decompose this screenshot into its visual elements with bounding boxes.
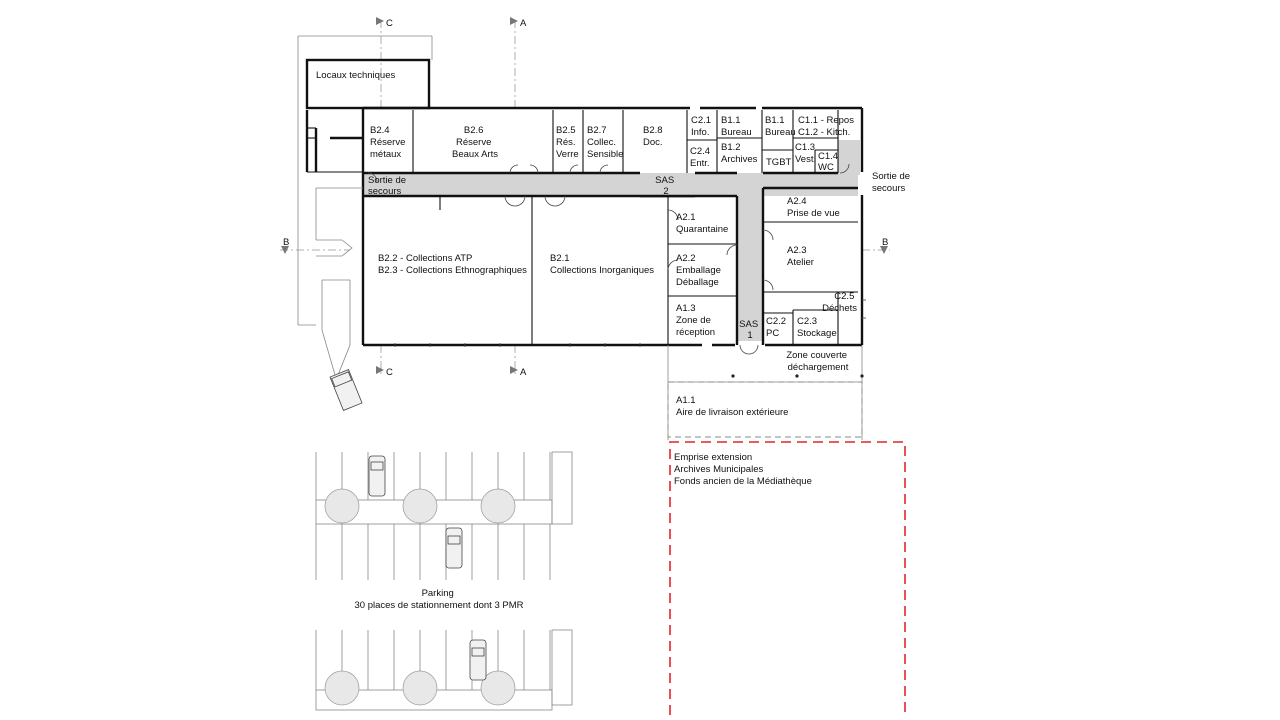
ramp (316, 188, 363, 380)
room-b26-label (452, 125, 498, 160)
room-a23-label (787, 245, 814, 268)
car-icons (369, 456, 486, 680)
room-b25-name-2: Verre (556, 149, 579, 160)
section-mark-b-right: B (882, 237, 889, 248)
room-c24-label (690, 146, 713, 169)
room-a21-name: Quarantaine (676, 224, 729, 235)
exit-right-line-1: Sortie de (872, 171, 911, 182)
extension-line-2: Archives Municipales (674, 464, 764, 475)
room-b11b-name: Bureau (765, 127, 796, 138)
room-a22-name-1: Emballage (676, 265, 721, 276)
room-b25-label (556, 125, 579, 160)
tree-icon (403, 489, 437, 523)
room-c23-code: C2.3 (797, 316, 818, 327)
car-icon (446, 528, 462, 568)
tree-icon (481, 489, 515, 523)
room-a24-label (787, 196, 840, 219)
room-b21-code: B2.1 (550, 253, 570, 264)
room-b26-name-1: Réserve (455, 137, 492, 148)
tree-icons (325, 489, 515, 705)
room-sas2-name: SAS (655, 175, 675, 186)
room-b11a-name: Bureau (721, 127, 752, 138)
room-b21-name: Collections Inorganiques (550, 265, 655, 276)
room-b12-code: B1.2 (721, 142, 741, 153)
room-c13-label (795, 142, 818, 165)
room-b28-code: B2.8 (643, 125, 663, 136)
parking-label (355, 588, 524, 611)
tree-icon (325, 489, 359, 523)
car-icon (470, 640, 486, 680)
locaux-techniques-label: Locaux techniques (316, 70, 396, 81)
exit-right-line-2: secours (872, 183, 906, 194)
room-tgbt-label: TGBT (766, 157, 792, 168)
room-b28-label (643, 125, 665, 148)
room-c23-name: Stockage (797, 328, 837, 339)
room-c22-code: C2.2 (766, 316, 787, 327)
room-b22-label (378, 253, 527, 276)
room-b25-name-1: Rés. (556, 137, 576, 148)
section-mark-c-bottom: C (386, 367, 393, 378)
room-b21-label (550, 253, 654, 276)
room-c11-label: C1.1 - Repos (798, 115, 854, 126)
room-a22-code: A2.2 (676, 253, 696, 264)
room-c23-label (797, 316, 837, 339)
room-b24-name-2: métaux (370, 149, 402, 160)
room-b24-name-1: Réserve (370, 137, 406, 148)
extension-label (674, 452, 812, 487)
room-a21-label (676, 212, 728, 235)
covered-zone-label (786, 350, 849, 373)
room-c25-label (822, 291, 857, 314)
extension-line-3: Fonds ancien de la Médiathèque (674, 476, 812, 487)
room-a13-code: A1.3 (676, 303, 696, 314)
car-icon (369, 456, 385, 496)
room-b11a-code: B1.1 (721, 115, 741, 126)
room-b26-code: B2.6 (463, 125, 484, 136)
room-c21-label (691, 115, 714, 138)
room-b11b-code: B1.1 (765, 115, 785, 126)
room-a24-name: Prise de vue (787, 208, 840, 219)
room-b11a-label (721, 115, 752, 138)
window-ticks (395, 300, 866, 347)
room-a22-name-2: Déballage (676, 277, 719, 288)
room-a24-code: A2.4 (787, 196, 807, 207)
section-mark-a-top: A (520, 18, 527, 29)
section-mark-c-top: C (386, 18, 393, 29)
room-sas1-number: 1 (747, 330, 753, 341)
room-a21-code: A2.1 (676, 212, 696, 223)
room-b25-code: B2.5 (556, 125, 576, 136)
corridors (363, 140, 860, 341)
room-a13-name-1: Zone de (676, 315, 711, 326)
tree-icon (403, 671, 437, 705)
room-a22-label (676, 253, 724, 288)
room-c14-name: WC (818, 162, 834, 173)
room-a23-name: Atelier (787, 257, 814, 268)
room-c21-name: Info. (691, 127, 710, 138)
covered-zone-line-1: Zone couverte (786, 350, 848, 361)
room-b26-name-2: Beaux Arts (452, 149, 498, 160)
parking-layout (316, 452, 572, 710)
room-b27-name-2: Sensible (587, 149, 624, 160)
exit-left-line-2: secours (368, 186, 402, 197)
room-b24-code: B2.4 (370, 125, 390, 136)
extension-line-1: Emprise extension (674, 452, 753, 463)
annex-walls (307, 110, 363, 172)
room-c24-code: C2.4 (690, 146, 711, 157)
covered-zone-line-2: déchargement (787, 362, 849, 373)
room-c25-code: C2.5 (834, 291, 855, 302)
room-c25-name: Déchets (822, 303, 857, 314)
room-sas2-number: 2 (663, 186, 669, 197)
room-a11-label (676, 395, 788, 418)
room-a13-name-2: réception (676, 327, 716, 338)
room-c21-code: C2.1 (691, 115, 712, 126)
room-c22-name: PC (766, 328, 780, 339)
room-a13-label (676, 303, 715, 338)
tree-icon (325, 671, 359, 705)
room-c14-label (818, 151, 841, 173)
room-b12-label (721, 142, 758, 165)
room-a11-code: A1.1 (676, 395, 696, 406)
room-b22-line-2: B2.3 - Collections Ethnographiques (378, 265, 527, 276)
locaux-techniques-room (307, 60, 429, 108)
room-c14-code: C1.4 (818, 151, 839, 162)
room-c12-label: C1.2 - Kitch. (798, 127, 851, 138)
room-a11-name: Aire de livraison extérieure (676, 407, 789, 418)
room-sas1-name: SAS (739, 319, 759, 330)
parking-capacity: 30 places de stationnement dont 3 PMR (354, 600, 524, 611)
room-c13-code: C1.3 (795, 142, 816, 153)
section-mark-b-left: B (283, 237, 290, 248)
room-c22-label (766, 316, 789, 339)
room-c24-name: Entr. (690, 158, 710, 169)
section-mark-a-bottom: A (520, 367, 527, 378)
exit-right-label (872, 171, 913, 194)
exit-left-line-1: Sortie de (368, 175, 407, 186)
room-b24-label (370, 125, 408, 160)
room-b22-line-1: B2.2 - Collections ATP (378, 253, 473, 264)
room-b28-name: Doc. (643, 137, 663, 148)
room-c13-name: Vest. (795, 154, 817, 165)
room-b11b-label (765, 115, 796, 138)
truck-icon (330, 370, 362, 411)
room-b27-name-1: Collec. (587, 137, 617, 148)
room-a23-code: A2.3 (787, 245, 807, 256)
parking-title: Parking (421, 588, 454, 599)
room-b27-label (587, 125, 623, 160)
room-b12-name: Archives (721, 154, 758, 165)
room-b27-code: B2.7 (587, 125, 607, 136)
